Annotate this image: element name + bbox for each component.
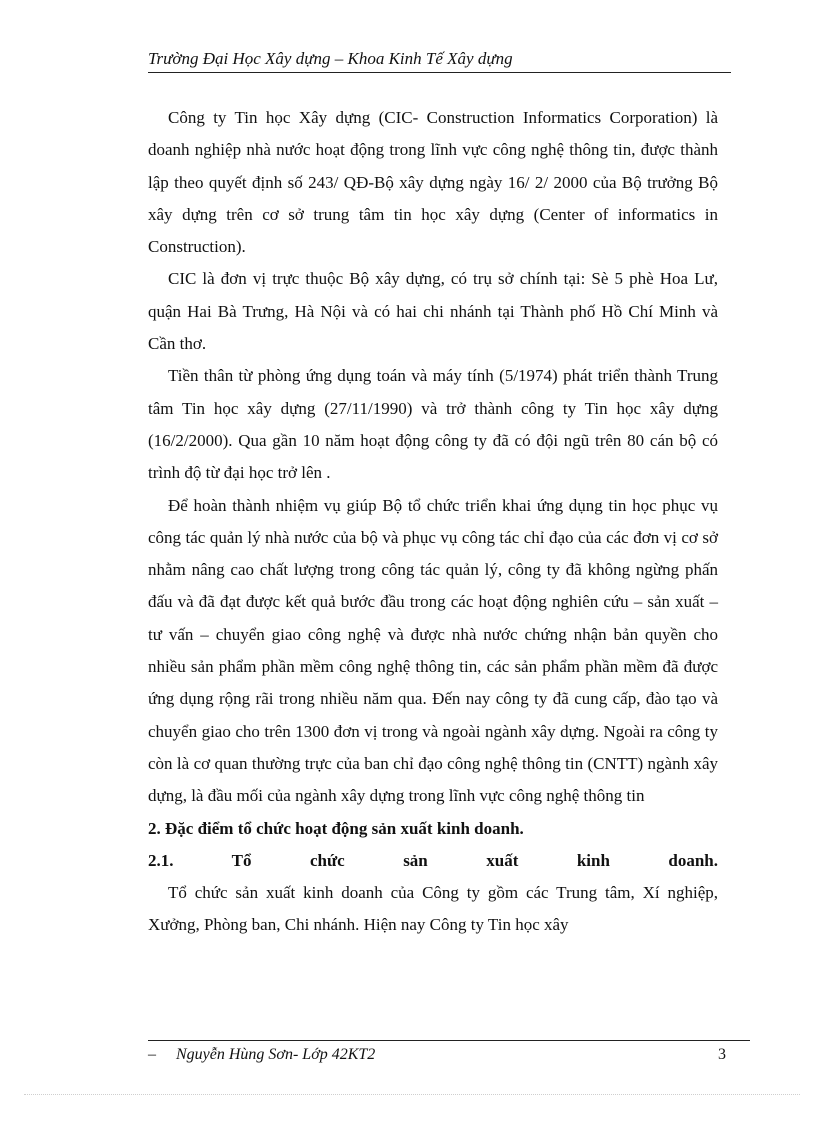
- footer-dash: –: [148, 1046, 156, 1063]
- paragraph-achievements: Để hoàn thành nhiệm vụ giúp Bộ tổ chức triển khai ứng dụng tin học phục vụ công tác quản lý nhà nước của bộ và phục vụ công tác chỉ đạo của các đơn vị cơ sở nhằm nâng cao chất lượng trong công tác quản lý, công ty đã không ngừng phấn đấu và đã đạt được kết quả bước đầu trong các hoạt động nghiên cứu – sản xuất – tư vấn – chuyển giao công nghệ và được nhà nước chứng nhận bản quyền cho nhiều sản phẩm phần mềm công nghệ thông tin, các sản phẩm phần mềm đã được ứng dụng rộng rãi trong nhiều năm qua. Đến nay công ty đã cung cấp, đào tạo và chuyển giao cho trên 1300 đơn vị trong và ngoài ngành xây dựng. Ngoài ra công ty còn là cơ quan thường trực của ban chỉ đạo công nghệ thông tin (CNTT) ngành xây dựng, là đầu mối của ngành xây dựng trong lĩnh vực công nghệ thông tin: [148, 495, 718, 806]
- section-heading: 2. Đặc điểm tổ chức hoạt động sản xuất kinh doanh.: [148, 818, 524, 838]
- subsection-heading: 2.1. Tổ chức sản xuất kinh doanh.: [148, 850, 718, 870]
- paragraph-organization: Tổ chức sản xuất kinh doanh của Công ty gồm các Trung tâm, Xí nghiệp, Xưởng, Phòng ban, Chi nhánh. Hiện nay Công ty Tin học xây: [148, 883, 718, 935]
- footer-divider: [148, 1040, 750, 1041]
- header-title: Trường Đại Học Xây dựng – Khoa Kinh Tế Xây dựng: [148, 49, 513, 68]
- footer-author: Nguyễn Hùng Sơn- Lớp 42KT2: [176, 1046, 376, 1063]
- page-footer: [148, 1045, 726, 1065]
- page-header: [148, 48, 731, 73]
- paragraph-history: Tiền thân từ phòng ứng dụng toán và máy tính (5/1974) phát triển thành Trung tâm Tin học xây dựng (27/11/1990) và trở thành công ty Tin học xây dựng (16/2/2000). Qua gần 10 năm hoạt động công ty đã có đội ngũ trên 80 cán bộ có trình độ từ đại học trở lên .: [148, 366, 718, 483]
- paragraph-headquarters: CIC là đơn vị trực thuộc Bộ xây dựng, có trụ sở chính tại: Sè 5 phè Hoa Lư, quận Hai Bà Trưng, Hà Nội và có hai chi nhánh tại Thành phố Hồ Chí Minh và Cần thơ.: [148, 269, 718, 354]
- page-number: 3: [718, 1046, 726, 1063]
- page-bottom-edge: [24, 1094, 800, 1095]
- paragraph-company-intro: Công ty Tin học Xây dựng (CIC- Construction Informatics Corporation) là doanh nghiệp nhà nước hoạt động trong lĩnh vực công nghệ thông tin, được thành lập theo quyết định số 243/ QĐ-Bộ xây dựng ngày 16/ 2/ 2000 của Bộ trưởng Bộ xây dựng trên cơ sở trung tâm tin học xây dựng (Center of informatics in Construction).: [148, 108, 718, 257]
- document-body: [148, 102, 718, 942]
